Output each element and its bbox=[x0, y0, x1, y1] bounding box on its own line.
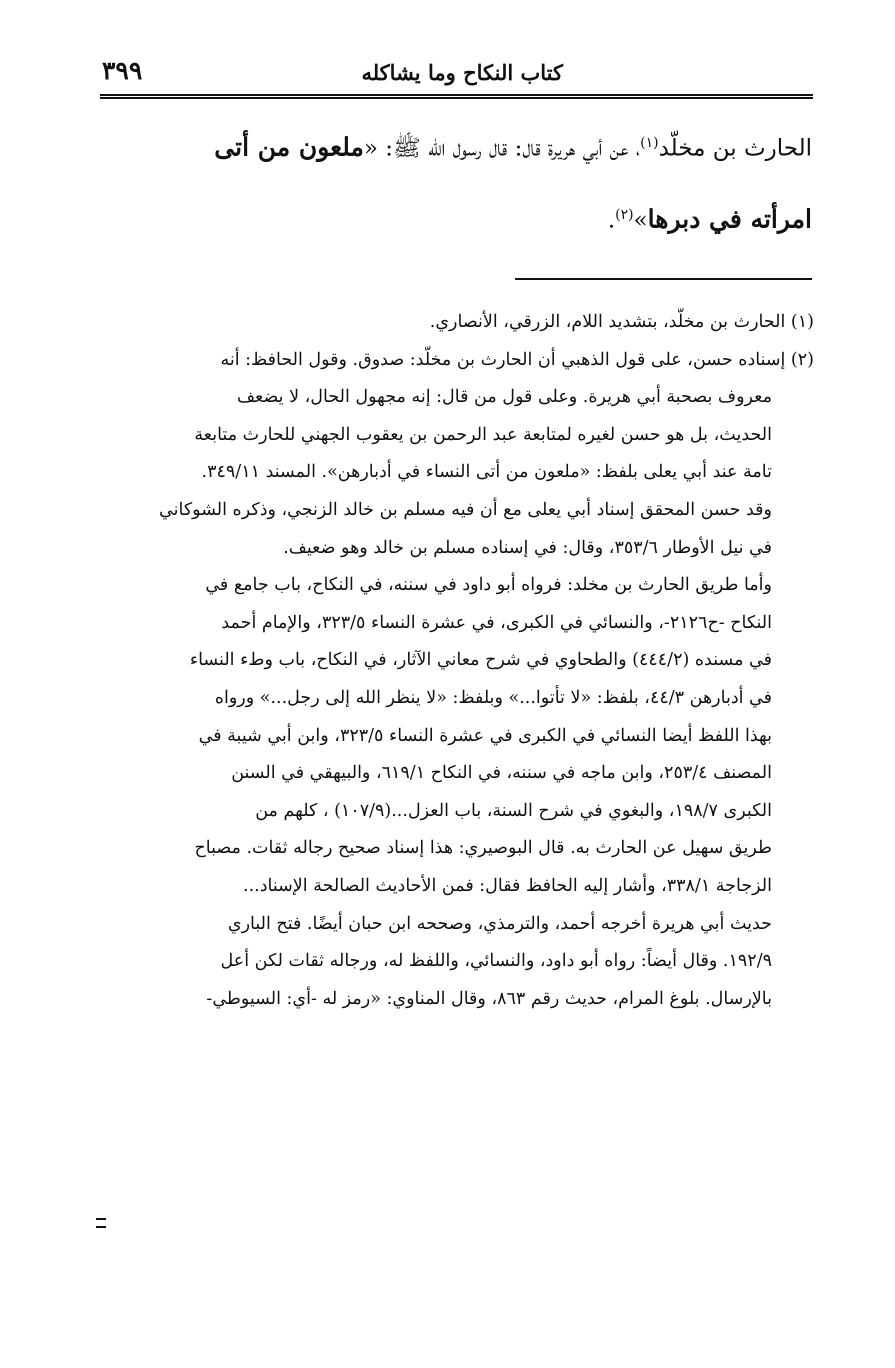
page-header bbox=[100, 56, 813, 90]
footnote-line: النكاح -ح٢١٢٦-، والنسائي في الكبرى، في عشرة النساء ٣٢٣/٥، والإمام أحمد bbox=[221, 612, 772, 633]
footnote-line: المصنف ٢٥٣/٤، وابن ماجه في سننه، في النكاح ٦١٩/١، والبيهقي في السنن bbox=[231, 763, 772, 784]
footnote-line: (٢) إسناده حسن، على قول الذهبي أن الحارث بن مخلّد: صدوق. وقول الحافظ: أنه bbox=[220, 349, 814, 370]
footnote-line: بهذا اللفظ أيضا النسائي في الكبرى في عشرة النساء ٣٢٣/٥، وابن أبي شيبة في bbox=[198, 725, 772, 746]
footnote-line: الحديث، بل هو حسن لغيره لمتابعة عبد الرحمن بن يعقوب الجهني للحارث متابعة bbox=[194, 424, 772, 445]
footnote-line: معروف بصحبة أبي هريرة. وعلى قول من قال: إنه مجهول الحال، لا يضعف bbox=[236, 387, 772, 408]
footnote-line: الكبرى ١٩٨/٧، والبغوي في شرح السنة، باب العزل...(١٠٧/٩) ، كلهم من bbox=[255, 800, 772, 821]
footnotes bbox=[96, 304, 814, 1018]
hadith-text-1: ملعون من أتى bbox=[214, 132, 364, 162]
footnote-line: تامة عند أبي يعلى بلفظ: «ملعون من أتى النساء في أدبارهن». المسند ٣٤٩/١١. bbox=[201, 462, 772, 483]
footnote-line: حديث أبي هريرة أخرجه أحمد، والترمذي، وصححه ابن حبان أيضًا. فتح الباري bbox=[227, 913, 772, 934]
footnote-line: في أدبارهن ٤٤/٣، بلفظ: «لا تأتوا...» وبلفظ: «لا ينظر الله إلى رجل...» ورواه bbox=[214, 687, 772, 708]
main-line-2: امرأته في دبرها»$^{(٢)}$. bbox=[607, 204, 812, 234]
footnote-line: بالإرسال. بلوغ المرام، حديث رقم ٨٦٣، وقال المناوي: «رمز له -أي: السيوطي- bbox=[206, 988, 772, 1009]
footnote-ref-2: (٢) bbox=[615, 206, 634, 223]
footnote-separator bbox=[515, 278, 812, 280]
footnote-line: في مسنده (٤٤٤/٢) والطحاوي في شرح معاني الآثار، في النكاح، باب وطء النساء bbox=[189, 650, 772, 671]
footnote-ref-1: (١) bbox=[640, 135, 659, 151]
main-text bbox=[100, 110, 812, 253]
footnote-line: (١) الحارث بن مخلّد، بتشديد اللام، الزرقي، الأنصاري. bbox=[429, 312, 814, 332]
footnote-line: طريق سهيل عن الحارث به. قال البوصيري: هذا إسناد صحيح رجاله ثقات. مصباح bbox=[194, 838, 772, 859]
continuation-mark bbox=[96, 1218, 106, 1228]
footnote-line: وأما طريق الحارث بن مخلد: فرواه أبو داود في سننه، في النكاح، باب جامع في bbox=[205, 575, 772, 596]
hadith-text-2: امرأته في دبرها bbox=[647, 204, 812, 234]
main-line-1: الحارث بن مخلّد$^{(١)}$، عن أبي هريرة قال: قال رسول الله ﷺ: «ملعون من أتى bbox=[214, 132, 812, 162]
footnote-line: وقد حسن المحقق إسناد أبي يعلى مع أن فيه مسلم بن خالد الزنجي، وذكره الشوكاني bbox=[159, 499, 772, 520]
footnote-line: ١٩٢/٩. وقال أيضاً: رواه أبو داود، والنسائي، واللفظ له، ورجاله ثقات لكن أعل bbox=[220, 951, 772, 972]
page-number: ٣٩٩ bbox=[102, 56, 143, 85]
footnote-line: في نيل الأوطار ٣٥٣/٦، وقال: في إسناده مسلم بن خالد وهو ضعيف. bbox=[283, 537, 772, 558]
header-rule bbox=[100, 94, 813, 99]
running-title: كتاب النكاح وما يشاكله bbox=[361, 60, 563, 85]
footnote-line: الزجاجة ٣٣٨/١، وأشار إليه الحافظ فقال: فمن الأحاديث الصالحة الإسناد... bbox=[243, 875, 772, 896]
